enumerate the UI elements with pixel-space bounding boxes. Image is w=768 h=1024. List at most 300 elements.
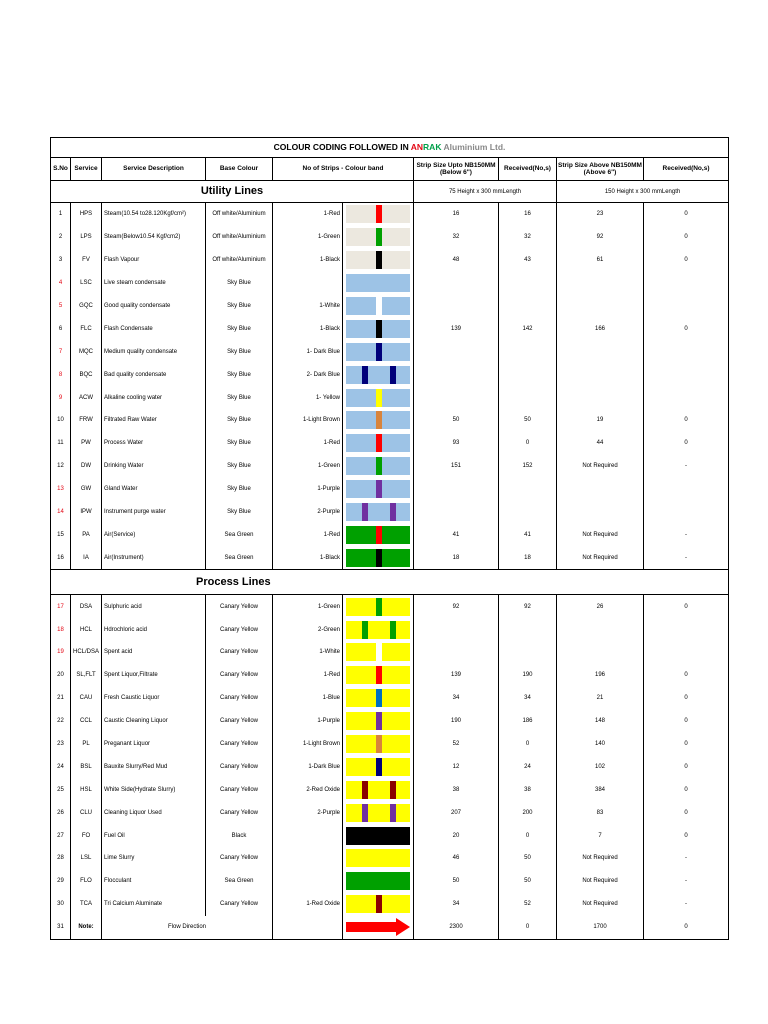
colour-strip — [376, 758, 382, 776]
colour-strip — [376, 320, 382, 338]
row-description: Steam(10.54 to28.120Kgf/cm²) — [102, 203, 206, 226]
table-row — [51, 523, 729, 546]
row-service: IPW — [71, 501, 102, 524]
colour-strip — [362, 366, 368, 384]
row-base-colour: Sea Green — [206, 523, 273, 546]
row-received-2 — [644, 478, 729, 501]
row-description: Alkaline cooling water — [102, 386, 206, 409]
row-received-1 — [499, 386, 557, 409]
colour-strip — [376, 251, 382, 269]
row-service: PA — [71, 523, 102, 546]
row-strip-above: Not Required — [557, 546, 644, 569]
row-service: FLC — [71, 317, 102, 340]
row-strip-below: 48 — [414, 249, 499, 272]
row-service: FRW — [71, 409, 102, 432]
row-strips: 2-Red Oxide — [273, 778, 343, 801]
row-received-1: 152 — [499, 455, 557, 478]
row-strip-above: 83 — [557, 801, 644, 824]
header-row — [51, 158, 729, 181]
row-base-colour: Canary Yellow — [206, 710, 273, 733]
colour-band-swatch — [346, 205, 410, 223]
row-received-2: 0 — [644, 824, 729, 847]
row-base-colour: Canary Yellow — [206, 801, 273, 824]
row-received-2: 0 — [644, 203, 729, 226]
row-service: LSL — [71, 847, 102, 870]
row-sno: 21 — [51, 687, 71, 710]
table-title — [51, 138, 729, 158]
colour-strip — [362, 804, 368, 822]
row-strips: 1-Purple — [273, 478, 343, 501]
row-strip-below: 139 — [414, 317, 499, 340]
table-row — [51, 432, 729, 455]
colour-band — [343, 363, 414, 386]
row-received-2 — [644, 641, 729, 664]
row-received-2: 0 — [644, 595, 729, 618]
colour-band-swatch — [346, 526, 410, 544]
colour-band-swatch — [346, 872, 410, 890]
row-strip-below: 50 — [414, 870, 499, 893]
colour-band-swatch — [346, 389, 410, 407]
colour-strip — [362, 781, 368, 799]
row-description: Cleaning Liquor Used — [102, 801, 206, 824]
row-strip-above: 61 — [557, 249, 644, 272]
row-strips: 1-Green — [273, 595, 343, 618]
colour-band-swatch — [346, 643, 410, 661]
colour-band — [343, 824, 414, 847]
colour-band — [343, 317, 414, 340]
note-row — [51, 916, 729, 939]
row-base-colour: Sky Blue — [206, 317, 273, 340]
table-row — [51, 595, 729, 618]
colour-strip — [376, 389, 382, 407]
colour-strip — [376, 343, 382, 361]
brand-rest: Aluminium Ltd. — [441, 142, 506, 153]
row-strip-below — [414, 478, 499, 501]
row-sno: 10 — [51, 409, 71, 432]
row-sno: 6 — [51, 317, 71, 340]
colour-band-swatch — [346, 804, 410, 822]
table-row — [51, 801, 729, 824]
note-received-2: 0 — [644, 916, 729, 939]
row-base-colour: Sky Blue — [206, 501, 273, 524]
row-service: CAU — [71, 687, 102, 710]
row-description: Flocculant — [102, 870, 206, 893]
row-strips: 1-Red Oxide — [273, 893, 343, 916]
row-base-colour: Sky Blue — [206, 295, 273, 318]
flow-direction-arrow — [343, 916, 414, 939]
colour-strip — [376, 205, 382, 223]
utility-section-row — [51, 181, 729, 203]
row-strip-above — [557, 363, 644, 386]
row-strip-above: 92 — [557, 226, 644, 249]
row-strips: 1- Dark Blue — [273, 340, 343, 363]
colour-strip — [376, 712, 382, 730]
row-received-1: 24 — [499, 755, 557, 778]
table-row — [51, 546, 729, 569]
table-row — [51, 386, 729, 409]
table-row — [51, 317, 729, 340]
colour-band-swatch — [346, 849, 410, 867]
row-received-1: 0 — [499, 824, 557, 847]
row-sno: 7 — [51, 340, 71, 363]
row-base-colour: Sky Blue — [206, 432, 273, 455]
row-strip-above: Not Required — [557, 523, 644, 546]
colour-band — [343, 733, 414, 756]
utility-size-below: 75 Height x 300 mmLength — [414, 181, 557, 203]
row-sno: 14 — [51, 501, 71, 524]
colour-band-swatch — [346, 598, 410, 616]
row-base-colour: Sky Blue — [206, 363, 273, 386]
colour-band-swatch — [346, 549, 410, 567]
row-received-2 — [644, 272, 729, 295]
brand-an: AN — [410, 142, 424, 153]
row-description: Air(Service) — [102, 523, 206, 546]
row-strips: 1-Green — [273, 226, 343, 249]
row-sno: 27 — [51, 824, 71, 847]
colour-band-swatch — [346, 689, 410, 707]
row-strip-below: 16 — [414, 203, 499, 226]
note-sno: 31 — [51, 916, 71, 939]
row-received-2: - — [644, 455, 729, 478]
table-row — [51, 870, 729, 893]
row-strip-below: 52 — [414, 733, 499, 756]
row-service: HCL — [71, 618, 102, 641]
row-sno: 30 — [51, 893, 71, 916]
row-strips — [273, 824, 343, 847]
header-strips: No of Strips - Colour band — [273, 158, 414, 181]
table-row — [51, 664, 729, 687]
row-strip-above: 44 — [557, 432, 644, 455]
colour-coding-table — [50, 137, 729, 940]
header-service: Service — [71, 158, 102, 181]
colour-band-swatch — [346, 666, 410, 684]
process-lines-title: Process Lines — [51, 570, 729, 595]
row-base-colour: Off white/Aluminium — [206, 203, 273, 226]
table-row — [51, 340, 729, 363]
colour-band-swatch — [346, 297, 410, 315]
row-sno: 11 — [51, 432, 71, 455]
row-strips: 2-Purple — [273, 501, 343, 524]
row-sno: 3 — [51, 249, 71, 272]
row-sno: 17 — [51, 595, 71, 618]
row-received-2 — [644, 295, 729, 318]
colour-band — [343, 340, 414, 363]
row-base-colour: Sky Blue — [206, 272, 273, 295]
row-service: IA — [71, 546, 102, 569]
colour-band-swatch — [346, 320, 410, 338]
header-received-1: Received(No,s) — [499, 158, 557, 181]
header-strip-above: Strip Size Above NB150MM (Above 6") — [557, 158, 644, 181]
table-row — [51, 363, 729, 386]
row-base-colour: Sky Blue — [206, 455, 273, 478]
row-description: Flash Vapour — [102, 249, 206, 272]
colour-band — [343, 386, 414, 409]
row-strip-above — [557, 340, 644, 363]
row-received-1: 50 — [499, 870, 557, 893]
colour-band-swatch — [346, 251, 410, 269]
row-received-1: 190 — [499, 664, 557, 687]
row-strip-below — [414, 340, 499, 363]
row-received-2: - — [644, 870, 729, 893]
title-prefix: COLOUR CODING FOLLOWED IN — [273, 142, 411, 153]
row-service: PW — [71, 432, 102, 455]
table-row — [51, 203, 729, 226]
row-strip-above — [557, 295, 644, 318]
row-description: Live steam condensate — [102, 272, 206, 295]
colour-band-swatch — [346, 621, 410, 639]
row-received-1 — [499, 641, 557, 664]
colour-band-swatch — [346, 457, 410, 475]
row-strip-below: 34 — [414, 893, 499, 916]
row-description: Caustic Cleaning Liquor — [102, 710, 206, 733]
table-row — [51, 687, 729, 710]
colour-strip — [376, 735, 382, 753]
row-base-colour: Sky Blue — [206, 386, 273, 409]
row-sno: 19 — [51, 641, 71, 664]
row-received-2: 0 — [644, 317, 729, 340]
row-received-1 — [499, 272, 557, 295]
colour-strip — [376, 297, 382, 315]
row-base-colour: Canary Yellow — [206, 733, 273, 756]
colour-band-swatch — [346, 781, 410, 799]
row-strips — [273, 870, 343, 893]
row-base-colour: Canary Yellow — [206, 664, 273, 687]
row-received-1 — [499, 363, 557, 386]
header-description: Service Description — [102, 158, 206, 181]
row-received-2: - — [644, 546, 729, 569]
row-strips: 1-White — [273, 295, 343, 318]
colour-strip — [376, 666, 382, 684]
colour-band — [343, 272, 414, 295]
row-strips: 1-Light Brown — [273, 409, 343, 432]
row-sno: 4 — [51, 272, 71, 295]
row-base-colour: Off white/Aluminium — [206, 226, 273, 249]
row-received-2: 0 — [644, 249, 729, 272]
process-section-row — [51, 570, 729, 595]
colour-strip — [376, 228, 382, 246]
row-description: Tri Calcium Aluminate — [102, 893, 206, 916]
row-strips: 1-Black — [273, 546, 343, 569]
row-service: HCL/DSA — [71, 641, 102, 664]
row-strip-above: Not Required — [557, 893, 644, 916]
colour-band — [343, 523, 414, 546]
row-received-1: 52 — [499, 893, 557, 916]
colour-band — [343, 546, 414, 569]
row-received-2: - — [644, 893, 729, 916]
row-strip-above: 102 — [557, 755, 644, 778]
table-row — [51, 501, 729, 524]
row-description: Process Water — [102, 432, 206, 455]
row-sno: 18 — [51, 618, 71, 641]
row-strip-below: 93 — [414, 432, 499, 455]
row-strips: 2-Purple — [273, 801, 343, 824]
row-strip-above: 196 — [557, 664, 644, 687]
row-received-2 — [644, 618, 729, 641]
colour-band-swatch — [346, 895, 410, 913]
table-row — [51, 893, 729, 916]
row-strips: 1-Dark Blue — [273, 755, 343, 778]
row-strip-above: Not Required — [557, 847, 644, 870]
row-received-2: 0 — [644, 755, 729, 778]
colour-strip — [376, 895, 382, 913]
note-received-1: 0 — [499, 916, 557, 939]
row-strips: 1-Red — [273, 664, 343, 687]
row-service: TCA — [71, 893, 102, 916]
row-strip-below — [414, 295, 499, 318]
colour-strip — [390, 621, 396, 639]
flow-arrow-icon — [346, 918, 410, 936]
colour-band — [343, 501, 414, 524]
table-row — [51, 455, 729, 478]
colour-band-swatch — [346, 434, 410, 452]
row-strip-above: 21 — [557, 687, 644, 710]
row-service: LSC — [71, 272, 102, 295]
row-base-colour: Canary Yellow — [206, 618, 273, 641]
colour-strip — [376, 411, 382, 429]
row-sno: 12 — [51, 455, 71, 478]
row-received-1: 0 — [499, 432, 557, 455]
row-received-2: 0 — [644, 432, 729, 455]
row-strip-below: 38 — [414, 778, 499, 801]
row-strips — [273, 847, 343, 870]
table-row — [51, 778, 729, 801]
row-strip-above: 19 — [557, 409, 644, 432]
row-service: FLO — [71, 870, 102, 893]
row-description: White Side(Hydrate Slurry) — [102, 778, 206, 801]
colour-band — [343, 893, 414, 916]
colour-strip — [390, 366, 396, 384]
colour-band-swatch — [346, 480, 410, 498]
row-description: Steam(Below10.54 Kgf/cm2) — [102, 226, 206, 249]
row-base-colour: Black — [206, 824, 273, 847]
row-description: Flash Condensate — [102, 317, 206, 340]
colour-band — [343, 641, 414, 664]
utility-lines-title: Utility Lines — [51, 181, 414, 203]
row-description: Good quality condensate — [102, 295, 206, 318]
row-description: Sulphuric acid — [102, 595, 206, 618]
row-strips: 1-Red — [273, 432, 343, 455]
colour-band — [343, 710, 414, 733]
colour-strip — [376, 689, 382, 707]
colour-band-swatch — [346, 735, 410, 753]
row-base-colour: Canary Yellow — [206, 847, 273, 870]
row-base-colour: Sea Green — [206, 546, 273, 569]
row-strip-above: 23 — [557, 203, 644, 226]
table-row — [51, 226, 729, 249]
row-received-2: - — [644, 847, 729, 870]
row-sno: 5 — [51, 295, 71, 318]
row-strip-below: 139 — [414, 664, 499, 687]
colour-band-swatch — [346, 228, 410, 246]
colour-strip — [376, 457, 382, 475]
row-strip-below: 34 — [414, 687, 499, 710]
note-below: 2300 — [414, 916, 499, 939]
note-description: Flow Direction — [102, 916, 273, 939]
table-row — [51, 478, 729, 501]
row-sno: 25 — [51, 778, 71, 801]
row-sno: 9 — [51, 386, 71, 409]
row-strips: 2- Dark Blue — [273, 363, 343, 386]
row-received-2: 0 — [644, 687, 729, 710]
colour-band — [343, 870, 414, 893]
colour-band-swatch — [346, 343, 410, 361]
colour-band — [343, 455, 414, 478]
row-received-1: 0 — [499, 733, 557, 756]
row-strips: 1-Blue — [273, 687, 343, 710]
row-service: CCL — [71, 710, 102, 733]
row-sno: 23 — [51, 733, 71, 756]
row-base-colour: Sky Blue — [206, 409, 273, 432]
row-strips: 1-Red — [273, 203, 343, 226]
row-strips: 1-White — [273, 641, 343, 664]
colour-band — [343, 801, 414, 824]
row-received-1: 200 — [499, 801, 557, 824]
colour-band — [343, 664, 414, 687]
colour-strip — [390, 781, 396, 799]
colour-band-swatch — [346, 758, 410, 776]
row-strip-below — [414, 386, 499, 409]
row-received-2: 0 — [644, 778, 729, 801]
row-base-colour: Sky Blue — [206, 478, 273, 501]
row-service: PL — [71, 733, 102, 756]
row-description: Fuel Oil — [102, 824, 206, 847]
header-base-colour: Base Colour — [206, 158, 273, 181]
row-base-colour: Canary Yellow — [206, 641, 273, 664]
table-row — [51, 295, 729, 318]
row-strip-below: 190 — [414, 710, 499, 733]
row-received-1: 38 — [499, 778, 557, 801]
row-strip-above: Not Required — [557, 870, 644, 893]
row-sno: 24 — [51, 755, 71, 778]
colour-strip — [390, 503, 396, 521]
row-received-1 — [499, 340, 557, 363]
row-sno: 13 — [51, 478, 71, 501]
row-service: BQC — [71, 363, 102, 386]
colour-band-swatch — [346, 366, 410, 384]
row-strip-below: 50 — [414, 409, 499, 432]
row-strips — [273, 272, 343, 295]
colour-band — [343, 755, 414, 778]
row-strip-below: 32 — [414, 226, 499, 249]
colour-band-swatch — [346, 274, 410, 292]
row-service: CLU — [71, 801, 102, 824]
brand-rak: RAK — [423, 142, 442, 153]
row-received-2: 0 — [644, 733, 729, 756]
colour-band — [343, 203, 414, 226]
row-strip-below: 12 — [414, 755, 499, 778]
row-received-1: 50 — [499, 409, 557, 432]
colour-band — [343, 778, 414, 801]
row-sno: 22 — [51, 710, 71, 733]
row-sno: 29 — [51, 870, 71, 893]
row-base-colour: Canary Yellow — [206, 778, 273, 801]
row-received-2: 0 — [644, 409, 729, 432]
row-service: ACW — [71, 386, 102, 409]
row-base-colour: Sea Green — [206, 870, 273, 893]
colour-band — [343, 226, 414, 249]
row-strip-above: 166 — [557, 317, 644, 340]
table-row — [51, 755, 729, 778]
row-base-colour: Off white/Aluminium — [206, 249, 273, 272]
row-sno: 16 — [51, 546, 71, 569]
row-strip-above — [557, 641, 644, 664]
table-row — [51, 641, 729, 664]
colour-band-swatch — [346, 712, 410, 730]
colour-strip — [376, 643, 382, 661]
row-received-2: 0 — [644, 664, 729, 687]
utility-size-above: 150 Height x 300 mmLength — [557, 181, 729, 203]
colour-strip — [376, 598, 382, 616]
